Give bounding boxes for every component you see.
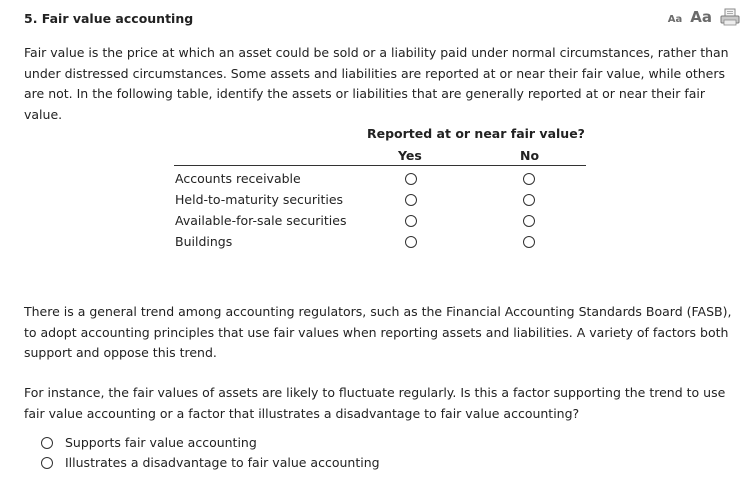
intro-paragraph: Fair value is the price at which an asset could be sold or a liability paid under normal circumstances, rather than under distressed circumstances. Some assets and liabilities are reported at or near their fair value, while others are not. In the following table, identify the assets or liabilities that are generally reported at or near their fair value. bbox=[24, 45, 729, 122]
radio-available-for-sale-no[interactable] bbox=[523, 215, 535, 227]
trend-paragraph: There is a general trend among accounting regulators, such as the Financial Accounting Standards Board (FASB), to adopt accounting principles that use fair values when reporting assets and liabilities. A variety of factors both support and oppose this trend. bbox=[24, 304, 732, 360]
option-label-disadvantage[interactable]: Illustrates a disadvantage to fair value accounting bbox=[65, 455, 380, 470]
radio-available-for-sale-yes[interactable] bbox=[405, 215, 417, 227]
row-label-held-to-maturity: Held-to-maturity securities bbox=[175, 192, 344, 207]
radio-supports-fair-value[interactable] bbox=[41, 437, 53, 449]
printer-icon[interactable] bbox=[720, 8, 740, 26]
option-label-supports[interactable]: Supports fair value accounting bbox=[65, 435, 257, 450]
table-heading: Reported at or near fair value? bbox=[367, 126, 585, 141]
column-header-no: No bbox=[520, 148, 540, 163]
increase-font-button[interactable]: Aa bbox=[690, 8, 712, 26]
row-label-available-for-sale: Available-for-sale securities bbox=[175, 213, 347, 228]
radio-accounts-receivable-no[interactable] bbox=[523, 173, 535, 185]
radio-held-to-maturity-yes[interactable] bbox=[405, 194, 417, 206]
table-divider bbox=[174, 165, 586, 166]
question-title: 5. Fair value accounting bbox=[24, 11, 194, 26]
font-size-tools bbox=[668, 8, 740, 26]
row-label-buildings: Buildings bbox=[175, 234, 233, 249]
row-label-accounts-receivable: Accounts receivable bbox=[175, 171, 301, 186]
question-paragraph: For instance, the fair values of assets are likely to fluctuate regularly. Is this a factor supporting the trend to use fair value accounting or a factor that illustrates a disadvantage to fair value accounting? bbox=[24, 385, 726, 421]
decrease-font-button[interactable]: Aa bbox=[667, 14, 683, 25]
radio-buildings-no[interactable] bbox=[523, 236, 535, 248]
radio-buildings-yes[interactable] bbox=[405, 236, 417, 248]
column-header-yes: Yes bbox=[398, 148, 422, 163]
radio-illustrates-disadvantage[interactable] bbox=[41, 457, 53, 469]
radio-held-to-maturity-no[interactable] bbox=[523, 194, 535, 206]
radio-accounts-receivable-yes[interactable] bbox=[405, 173, 417, 185]
